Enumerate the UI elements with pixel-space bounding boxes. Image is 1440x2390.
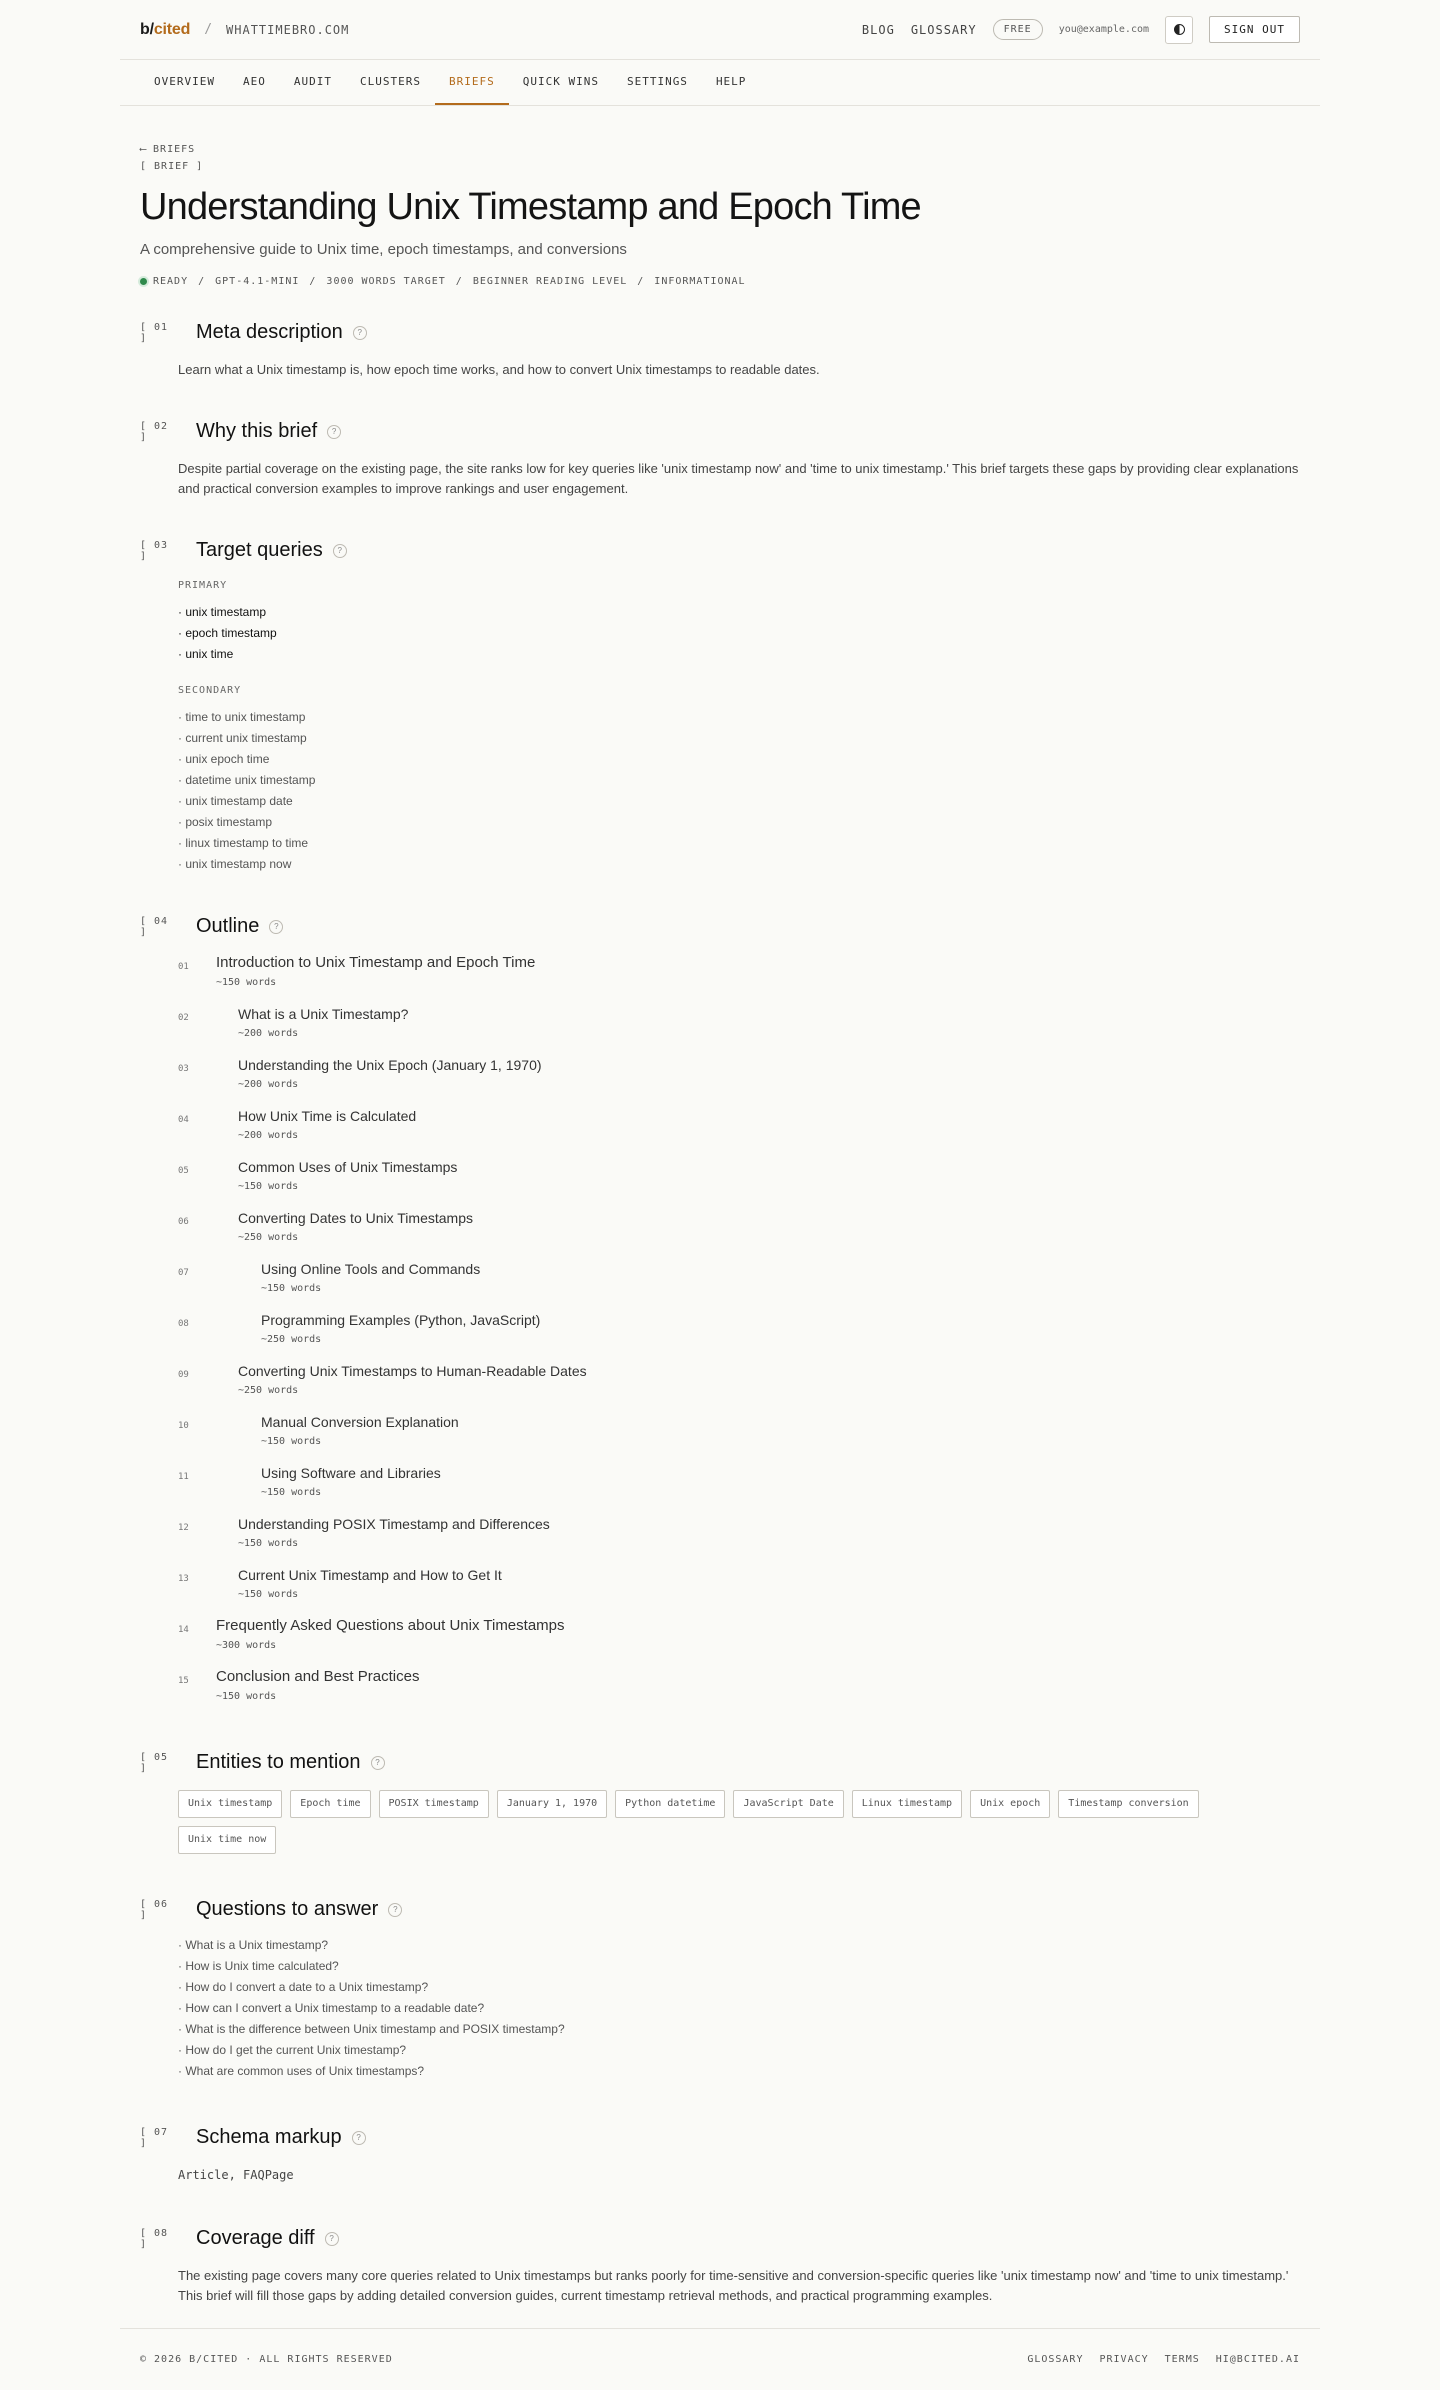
section-why-this-brief xyxy=(140,420,1300,499)
outline-number: 02 xyxy=(178,1013,189,1023)
outline-word-count: ~300 words xyxy=(216,1640,277,1651)
secondary-query: · linux timestamp to time xyxy=(178,836,309,850)
help-icon[interactable]: ? xyxy=(388,1903,402,1917)
secondary-label: SECONDARY xyxy=(178,685,242,696)
outline-item xyxy=(178,1005,1300,1044)
app-shell xyxy=(120,0,1320,2390)
outline-word-count: ~150 words xyxy=(261,1283,322,1294)
outline-heading: Converting Dates to Unix Timestamps xyxy=(238,1210,473,1226)
why-this-brief-text: Despite partial coverage on the existing page, the site ranks low for key queries like 'unix timestamp now' and 'time to unix timestamp.' This brief targets these gaps by providing clear explanations and practical conversion examples to improve rankings and user engagement. xyxy=(178,461,1299,496)
outline-item xyxy=(178,1209,1300,1248)
glossary-link[interactable]: GLOSSARY xyxy=(910,22,977,37)
section-schema-markup xyxy=(140,2126,1300,2185)
help-icon[interactable]: ? xyxy=(353,326,367,340)
secondary-query: · unix timestamp now xyxy=(178,857,292,871)
outline-word-count: ~200 words xyxy=(238,1130,299,1141)
tab-settings[interactable]: SETTINGS xyxy=(626,75,688,88)
outline-word-count: ~150 words xyxy=(261,1436,322,1447)
entity-chips xyxy=(178,1790,1258,1854)
tab-quick-wins[interactable]: QUICK WINS xyxy=(522,75,599,88)
section-title: Meta description xyxy=(196,321,343,343)
outline-heading: Manual Conversion Explanation xyxy=(261,1414,459,1430)
section-header xyxy=(140,915,1300,938)
entity-chip: JavaScript Date xyxy=(733,1790,843,1818)
entity-chip: Unix timestamp xyxy=(178,1790,282,1818)
section-title: Questions to answer xyxy=(196,1898,379,1920)
secondary-queries-list xyxy=(178,707,1300,875)
section-tabs xyxy=(120,60,1320,106)
outline-item xyxy=(178,1515,1300,1554)
secondary-query: · posix timestamp xyxy=(178,815,273,829)
top-bar xyxy=(120,0,1320,60)
section-number: [ 05 ] xyxy=(140,1751,169,1774)
outline-heading: What is a Unix Timestamp? xyxy=(238,1006,409,1022)
outline-item xyxy=(178,1464,1300,1503)
brief-page xyxy=(120,106,1320,2306)
help-icon[interactable]: ? xyxy=(325,2232,339,2246)
section-outline xyxy=(140,915,1300,1707)
section-number: [ 01 ] xyxy=(140,321,169,344)
outline-number: 13 xyxy=(178,1574,189,1584)
section-meta-description xyxy=(140,321,1300,380)
back-link[interactable] xyxy=(140,144,1300,155)
primary-label: PRIMARY xyxy=(178,580,228,591)
section-number: [ 03 ] xyxy=(140,539,169,562)
outline-content xyxy=(216,1515,550,1554)
outline-content xyxy=(216,1362,587,1401)
help-icon[interactable]: ? xyxy=(269,920,283,934)
entity-chip: Epoch time xyxy=(290,1790,370,1818)
outline-content xyxy=(216,1311,540,1350)
outline-content xyxy=(216,1107,416,1146)
section-header xyxy=(140,539,1300,562)
help-icon[interactable]: ? xyxy=(352,2131,366,2145)
tab-audit[interactable]: AUDIT xyxy=(293,75,332,88)
section-header xyxy=(140,420,1300,443)
entity-chip: Unix time now xyxy=(178,1826,276,1854)
meta-separator: / xyxy=(309,276,317,287)
question-item: · How do I convert a date to a Unix timestamp? xyxy=(178,1980,429,1994)
contrast-icon xyxy=(1174,24,1185,35)
meta-separator: / xyxy=(455,276,463,287)
outline-item xyxy=(178,1107,1300,1146)
outline-item xyxy=(178,1566,1300,1605)
section-header xyxy=(140,1751,1300,1774)
section-title: Target queries xyxy=(196,539,323,561)
primary-query: · unix time xyxy=(178,647,234,661)
section-header xyxy=(140,2227,1300,2250)
outline-number: 09 xyxy=(178,1370,189,1380)
back-label: BRIEFS xyxy=(153,144,196,155)
outline-heading: Introduction to Unix Timestamp and Epoch Time xyxy=(216,954,536,971)
outline-item xyxy=(178,1158,1300,1197)
section-number: [ 04 ] xyxy=(140,915,169,938)
secondary-query: · unix epoch time xyxy=(178,752,270,766)
logo-prefix: b/ xyxy=(140,20,154,38)
entity-chip: POSIX timestamp xyxy=(379,1790,489,1818)
help-icon[interactable]: ? xyxy=(333,544,347,558)
logo[interactable] xyxy=(140,21,190,39)
outline-heading: Conclusion and Best Practices xyxy=(216,1668,420,1685)
section-questions xyxy=(140,1898,1300,2082)
question-item: · What are common uses of Unix timestamps? xyxy=(178,2064,425,2078)
outline-number: 03 xyxy=(178,1064,189,1074)
secondary-query: · current unix timestamp xyxy=(178,731,307,745)
tab-help[interactable]: HELP xyxy=(715,75,747,88)
meta-word-target: 3000 WORDS TARGET xyxy=(326,276,446,287)
status-badge xyxy=(140,276,188,287)
primary-query: · unix timestamp xyxy=(178,605,267,619)
primary-query: · epoch timestamp xyxy=(178,626,277,640)
outline-heading: Converting Unix Timestamps to Human-Readable Dates xyxy=(238,1363,587,1379)
outline-number: 06 xyxy=(178,1217,189,1227)
breadcrumb-separator: / xyxy=(204,22,213,37)
section-entities xyxy=(140,1751,1300,1854)
outline-heading: Current Unix Timestamp and How to Get It xyxy=(238,1567,502,1583)
outline-heading: Common Uses of Unix Timestamps xyxy=(238,1159,458,1175)
logo-word: cited xyxy=(153,20,191,38)
outline-content xyxy=(216,1005,408,1044)
sign-out-button[interactable]: SIGN OUT xyxy=(1209,16,1300,43)
top-nav xyxy=(862,16,1300,44)
section-title: Outline xyxy=(196,915,260,937)
primary-queries-list xyxy=(178,602,1300,665)
status-dot-icon xyxy=(140,278,147,285)
help-icon[interactable]: ? xyxy=(371,1756,385,1770)
entity-chip: Linux timestamp xyxy=(852,1790,962,1818)
question-item: · How can I convert a Unix timestamp to a readable date? xyxy=(178,2001,485,2015)
meta-separator: / xyxy=(637,276,645,287)
outline-item xyxy=(178,1362,1300,1401)
outline-number: 11 xyxy=(178,1472,189,1482)
section-header xyxy=(140,2126,1300,2149)
footer-link-glossary[interactable]: GLOSSARY xyxy=(1027,2354,1084,2365)
outline-number: 01 xyxy=(178,962,189,972)
outline-content xyxy=(216,1617,565,1656)
status-text: READY xyxy=(153,276,189,287)
outline-word-count: ~150 words xyxy=(238,1538,299,1549)
outline-number: 05 xyxy=(178,1166,189,1176)
entity-chip: Timestamp conversion xyxy=(1058,1790,1198,1818)
footer-link-hi-bcited-ai[interactable]: HI@BCITED.AI xyxy=(1215,2354,1300,2365)
meta-description-text: Learn what a Unix timestamp is, how epoch time works, and how to convert Unix timestamps to readable dates. xyxy=(178,362,820,377)
outline-word-count: ~150 words xyxy=(238,1589,299,1600)
meta-separator: / xyxy=(198,276,206,287)
brief-meta xyxy=(140,276,1300,287)
outline-content xyxy=(216,1056,542,1095)
outline-heading: How Unix Time is Calculated xyxy=(238,1108,417,1124)
site-name[interactable]: WHATTIMEBRO.COM xyxy=(226,22,350,37)
section-target-queries xyxy=(140,539,1300,875)
secondary-query: · time to unix timestamp xyxy=(178,710,306,724)
meta-intent: INFORMATIONAL xyxy=(654,276,746,287)
page-subtitle: A comprehensive guide to Unix time, epoch timestamps, and conversions xyxy=(140,241,627,258)
section-number: [ 02 ] xyxy=(140,420,169,443)
outline-number: 07 xyxy=(178,1268,189,1278)
outline-item xyxy=(178,1413,1300,1452)
outline-item xyxy=(178,1260,1300,1299)
outline-heading: Programming Examples (Python, JavaScript) xyxy=(261,1312,541,1328)
outline-item xyxy=(178,954,1300,993)
theme-toggle-button[interactable] xyxy=(1165,16,1193,44)
plan-badge: FREE xyxy=(993,19,1043,40)
outline-word-count: ~200 words xyxy=(238,1079,299,1090)
outline-item xyxy=(178,1311,1300,1350)
footer-links xyxy=(1027,2354,1300,2365)
footer-link-privacy[interactable]: PRIVACY xyxy=(1099,2354,1149,2365)
section-title: Coverage diff xyxy=(196,2227,315,2249)
question-item: · What is a Unix timestamp? xyxy=(178,1938,329,1952)
outline-word-count: ~250 words xyxy=(238,1385,299,1396)
outline-item xyxy=(178,1668,1300,1707)
meta-model: GPT-4.1-MINI xyxy=(215,276,300,287)
outline-content xyxy=(216,1413,459,1452)
outline-word-count: ~250 words xyxy=(238,1232,299,1243)
outline-content xyxy=(216,1158,457,1197)
outline-word-count: ~250 words xyxy=(261,1334,322,1345)
footer xyxy=(120,2328,1320,2390)
tab-overview[interactable]: OVERVIEW xyxy=(154,75,215,88)
entity-chip: January 1, 1970 xyxy=(497,1790,607,1818)
question-item: · How do I get the current Unix timestamp? xyxy=(178,2043,407,2057)
outline-heading: Using Software and Libraries xyxy=(261,1465,441,1481)
outline-word-count: ~150 words xyxy=(261,1487,322,1498)
brief-tag: [ BRIEF ] xyxy=(140,161,204,172)
outline-number: 15 xyxy=(178,1676,189,1686)
outline-number: 04 xyxy=(178,1115,189,1125)
section-title: Why this brief xyxy=(196,420,318,442)
user-email: you@example.com xyxy=(1058,24,1150,35)
outline-heading: Understanding POSIX Timestamp and Differences xyxy=(238,1516,550,1532)
meta-reading-level: BEGINNER READING LEVEL xyxy=(472,276,628,287)
outline-heading: Using Online Tools and Commands xyxy=(261,1261,481,1277)
outline-content xyxy=(216,1668,419,1707)
section-number: [ 07 ] xyxy=(140,2126,169,2149)
entity-chip: Unix epoch xyxy=(970,1790,1050,1818)
outline-content xyxy=(216,1566,502,1605)
outline-word-count: ~150 words xyxy=(216,977,277,988)
schema-types: Article, FAQPage xyxy=(178,2168,294,2182)
question-item: · How is Unix time calculated? xyxy=(178,1959,339,1973)
outline-content xyxy=(216,1260,480,1299)
secondary-query: · datetime unix timestamp xyxy=(178,773,316,787)
section-header xyxy=(140,1898,1300,1921)
outline-number: 10 xyxy=(178,1421,189,1431)
blog-link[interactable]: BLOG xyxy=(861,22,895,37)
help-icon[interactable]: ? xyxy=(327,425,341,439)
question-item: · What is the difference between Unix timestamp and POSIX timestamp? xyxy=(178,2022,565,2036)
section-number: [ 06 ] xyxy=(140,1898,169,1921)
brand xyxy=(140,21,349,39)
outline-number: 08 xyxy=(178,1319,189,1329)
outline-word-count: ~150 words xyxy=(238,1181,299,1192)
page-title: Understanding Unix Timestamp and Epoch Time xyxy=(140,186,921,228)
back-arrow-icon: ⟵ xyxy=(140,144,148,155)
outline-content xyxy=(216,1464,441,1503)
section-coverage-diff xyxy=(140,2227,1300,2306)
outline-item xyxy=(178,1056,1300,1095)
outline-number: 12 xyxy=(178,1523,189,1533)
copyright: © 2026 B/CITED · ALL RIGHTS RESERVED xyxy=(140,2354,393,2365)
target-queries-body xyxy=(178,576,1300,875)
outline-heading: Frequently Asked Questions about Unix Timestamps xyxy=(216,1617,565,1634)
outline-content xyxy=(216,1209,473,1248)
section-title: Entities to mention xyxy=(196,1751,361,1773)
outline-heading: Understanding the Unix Epoch (January 1, 1970) xyxy=(238,1057,542,1073)
outline-number: 14 xyxy=(178,1625,189,1635)
tab-briefs[interactable]: BRIEFS xyxy=(435,60,509,105)
section-number: [ 08 ] xyxy=(140,2227,169,2250)
questions-list xyxy=(178,1935,1300,2082)
section-title: Schema markup xyxy=(196,2126,342,2148)
secondary-query: · unix timestamp date xyxy=(178,794,293,808)
tab-aeo[interactable]: AEO xyxy=(242,75,266,88)
footer-link-terms[interactable]: TERMS xyxy=(1164,2354,1200,2365)
outline-list xyxy=(178,954,1300,1707)
entity-chip: Python datetime xyxy=(615,1790,725,1818)
outline-item xyxy=(178,1617,1300,1656)
coverage-diff-text: The existing page covers many core queries related to Unix timestamps but ranks poorly for time-sensitive and conversion-specific queries like 'unix timestamp now' and 'time to unix timestamp.' This brief will fill those gaps by adding detailed conversion guides, current timestamp retrieval methods, and practical programming examples. xyxy=(178,2268,1289,2303)
tab-clusters[interactable]: CLUSTERS xyxy=(359,75,421,88)
section-header xyxy=(140,321,1300,344)
outline-content xyxy=(216,954,535,993)
outline-word-count: ~150 words xyxy=(216,1691,277,1702)
outline-word-count: ~200 words xyxy=(238,1028,299,1039)
